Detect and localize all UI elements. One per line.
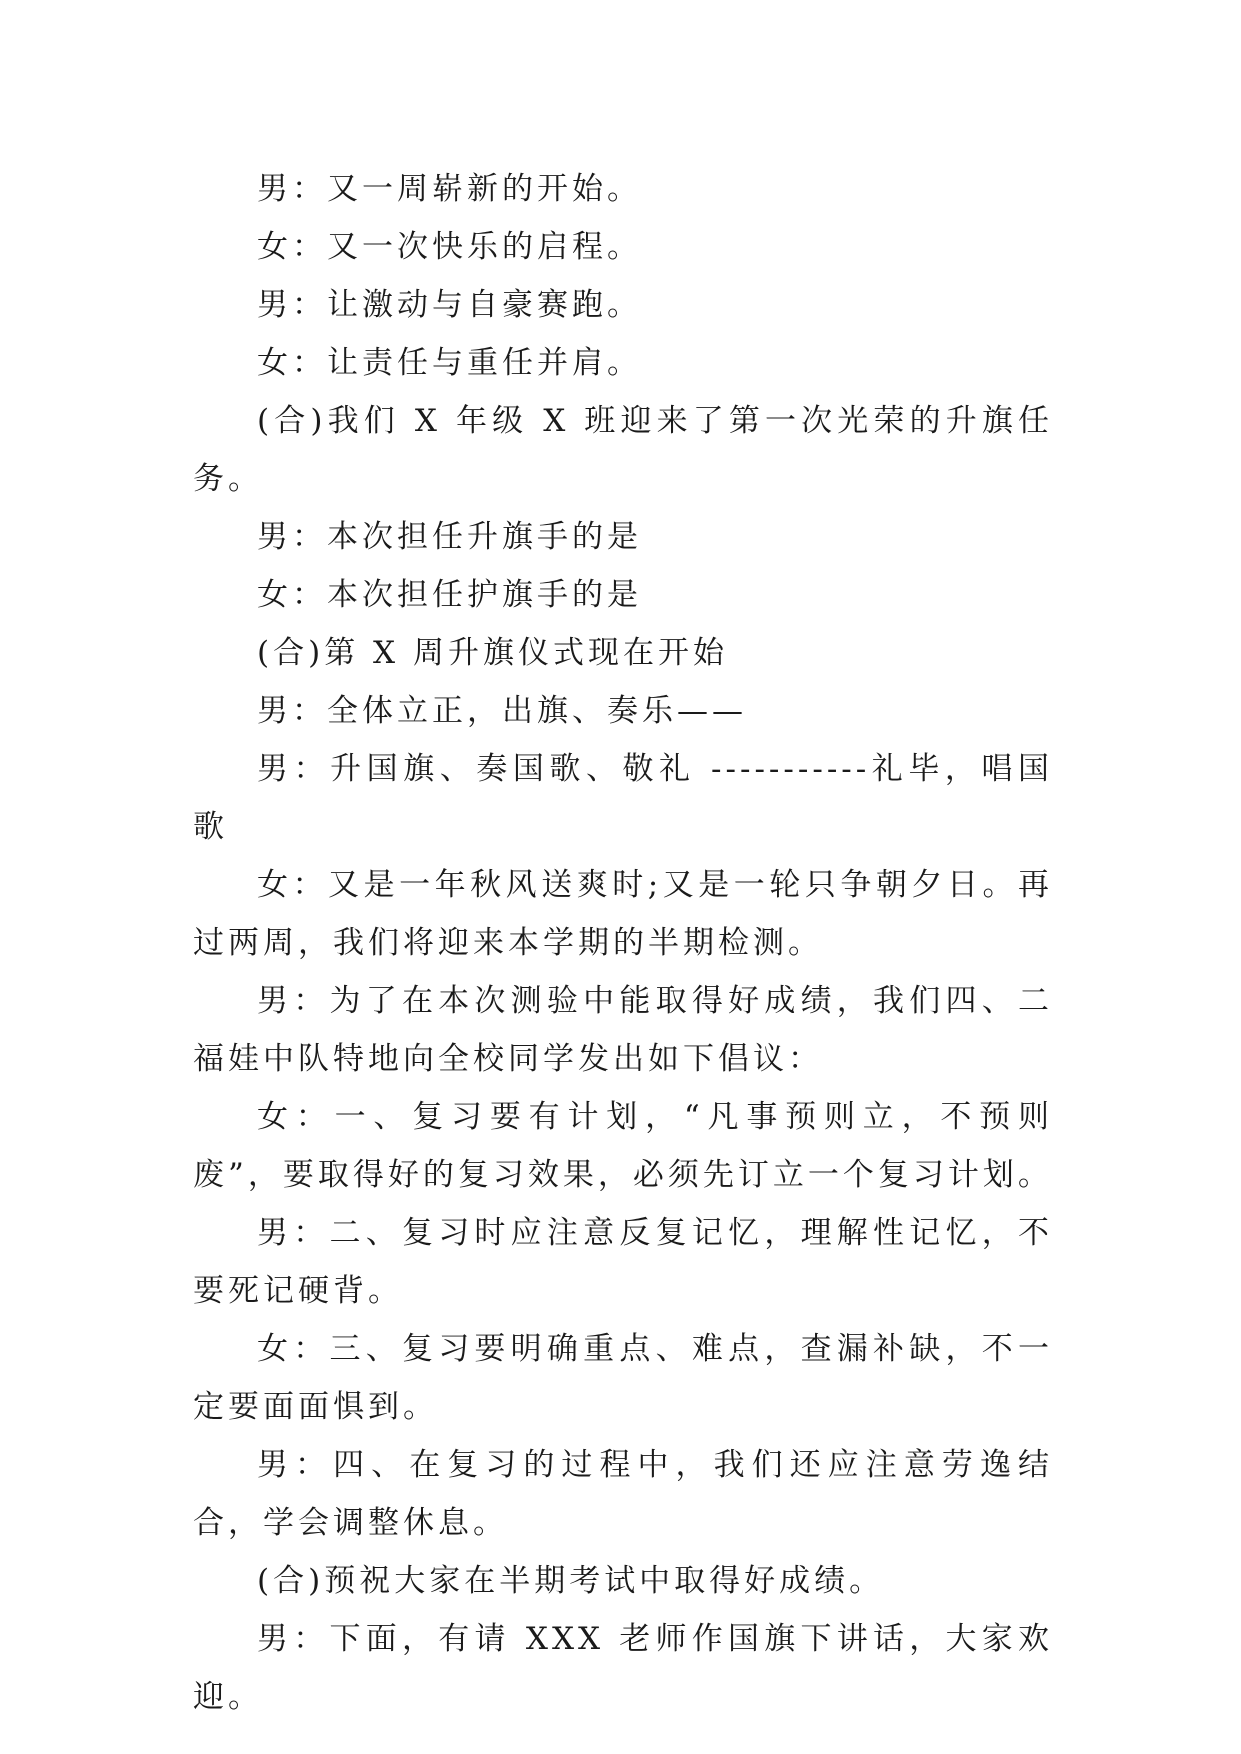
paragraph-13: 女：一、复习要有计划，“凡事预则立，不预则废”，要取得好的复习效果，必须先订立一个复习计划。 bbox=[193, 1099, 1053, 1193]
paragraph-11: 女：又是一年秋风送爽时;又是一轮只争朝夕日。再过两周，我们将迎来本学期的半期检测。 bbox=[193, 867, 1053, 961]
paragraph-17: (合)预祝大家在半期考试中取得好成绩。 bbox=[257, 1563, 885, 1599]
paragraph-6: 男：本次担任升旗手的是 bbox=[257, 519, 642, 555]
paragraph-9: 男：全体立正，出旗、奏乐—— bbox=[257, 693, 747, 729]
paragraph-4: 女：让责任与重任并肩。 bbox=[257, 345, 642, 381]
paragraph-1: 男：又一周崭新的开始。 bbox=[257, 171, 642, 207]
paragraph-7: 女：本次担任护旗手的是 bbox=[257, 577, 642, 613]
paragraph-10: 男：升国旗、奏国歌、敬礼 -----------礼毕，唱国歌 bbox=[193, 751, 1053, 845]
paragraph-5: (合)我们 X 年级 X 班迎来了第一次光荣的升旗任务。 bbox=[193, 403, 1053, 497]
paragraph-18: 男：下面，有请 XXX 老师作国旗下讲话，大家欢迎。 bbox=[193, 1621, 1053, 1715]
paragraph-14: 男：二、复习时应注意反复记忆，理解性记忆，不要死记硬背。 bbox=[193, 1215, 1053, 1309]
paragraph-2: 女：又一次快乐的启程。 bbox=[257, 229, 642, 265]
paragraph-3: 男：让激动与自豪赛跑。 bbox=[257, 287, 642, 323]
paragraph-15: 女：三、复习要明确重点、难点，查漏补缺，不一定要面面惧到。 bbox=[193, 1331, 1053, 1425]
paragraph-16: 男：四、在复习的过程中，我们还应注意劳逸结合，学会调整休息。 bbox=[193, 1447, 1053, 1541]
paragraph-12: 男：为了在本次测验中能取得好成绩，我们四、二福娃中队特地向全校同学发出如下倡议： bbox=[193, 983, 1053, 1077]
paragraph-8: (合)第 X 周升旗仪式现在开始 bbox=[257, 635, 728, 671]
document-body bbox=[193, 160, 1053, 1726]
